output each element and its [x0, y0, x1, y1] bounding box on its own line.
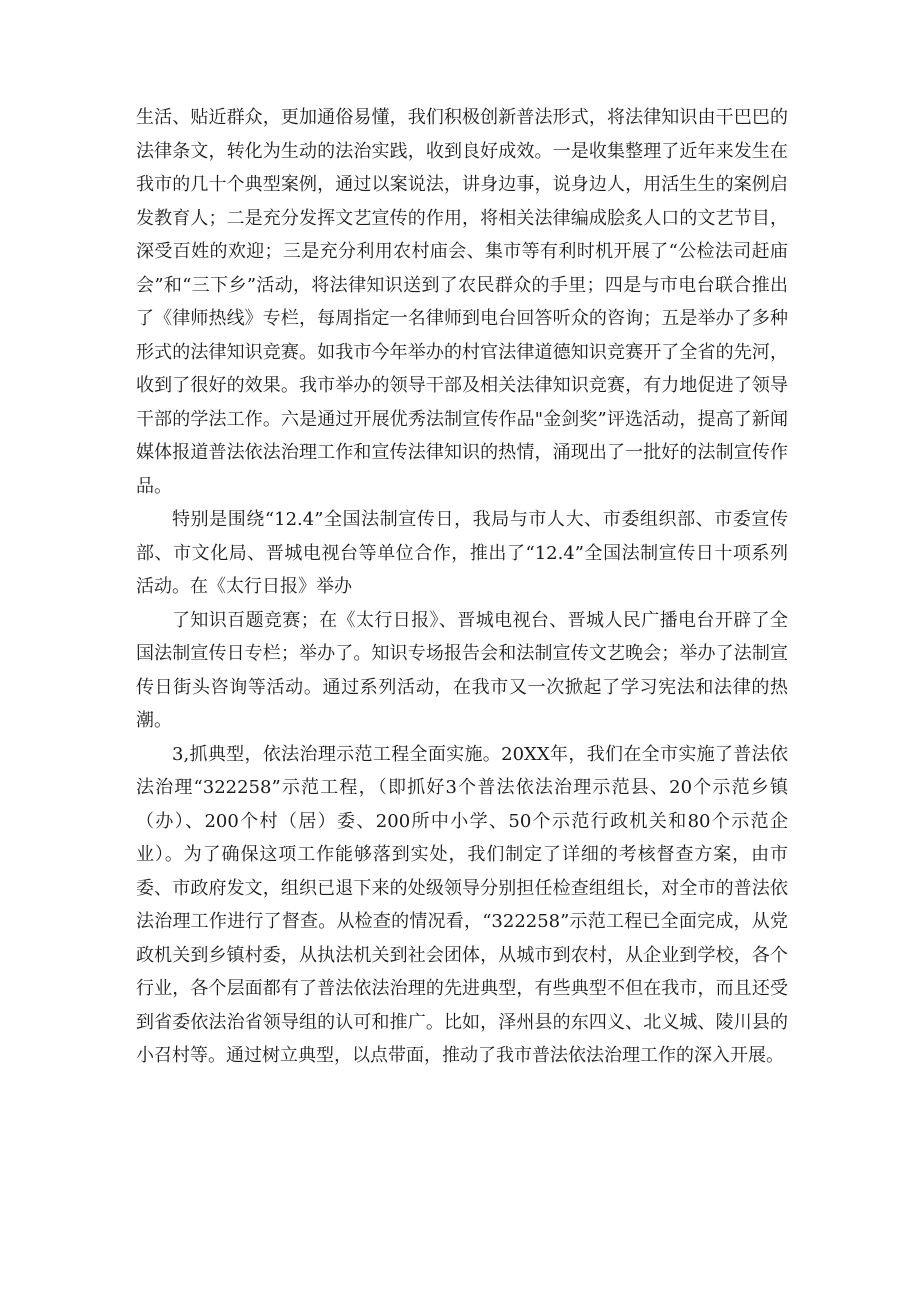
paragraph-model-projects: 3,抓典型，依法治理示范工程全面实施。20XX年，我们在全市实施了普法依法治理“322258”示范工程，（即抓好3个普法依法治理示范县、20个示范乡镇（办）、200个村（居）委、200所中小学、50个示范行政机关和80个示范企业）。为了确保这项工作能够落到实处，我们制定了详细的考核督查方案，由市委、市政府发文，组织已退下来的处级领导分别担任检查组组长，对全市的普法依法治理工作进行了督查。从检查的情况看，“322258”示范工程已全面完成，从党政机关到乡镇村委，从执法机关到社会团体，从城市到农村，从企业到学校，各个行业，各个层面都有了普法依法治理的先进典型，有些典型不但在我市，而且还受到省委依法治省领导组的认可和推广。比如，泽州县的东四义、北义城、陵川县的小召村等。通过树立典型，以点带面，推动了我市普法依法治理工作的深入开展。: [136, 743, 788, 1066]
paragraph-series-activities: 了知识百题竞赛；在《太行日报》、晋城电视台、晋城人民广播电台开辟了全国法制宣传日专栏；举办了。知识专场报告会和法制宣传文艺晚会；举办了法制宣传日街头咨询等活动。通过系列活动，在我市又一次掀起了学习宪法和法律的热潮。: [136, 609, 788, 731]
paragraph-legal-publicity-forms: 生活、贴近群众，更加通俗易懂，我们积极创新普法形式，将法律知识由干巴巴的法律条文，转化为生动的法治实践，收到良好成效。一是收集整理了近年来发生在我市的几十个典型案例，通过以案说法，讲身边事，说身边人，用活生生的案例启发教育人；二是充分发挥文艺宣传的作用，将相关法律编成脍炙人口的文艺节目，深受百姓的欢迎；三是充分利用农村庙会、集市等有利时机开展了“公检法司赶庙会”和“三下乡”活动，将法律知识送到了农民群众的手里；四是与市电台联合推出了《律师热线》专栏，每周指定一名律师到电台回答听众的咨询；五是举办了多种形式的法律知识竞赛。如我市今年举办的村官法律道德知识竞赛开了全省的先河，收到了很好的效果。我市举办的领导干部及相关法律知识竞赛，有力地促进了领导干部的学法工作。六是通过开展优秀法制宣传作品"金剑奖”评选活动，提高了新闻媒体报道普法依法治理工作和宣传法律知识的热情，涌现出了一批好的法制宣传作品。: [136, 107, 788, 497]
paragraph-national-legal-day: 特别是围绕“12.4”全国法制宣传日，我局与市人大、市委组织部、市委宣传部、市文化局、晋城电视台等单位合作，推出了“12.4”全国法制宣传日十项系列活动。在《太行日报》举办: [136, 509, 788, 597]
document-body: [136, 101, 788, 1073]
